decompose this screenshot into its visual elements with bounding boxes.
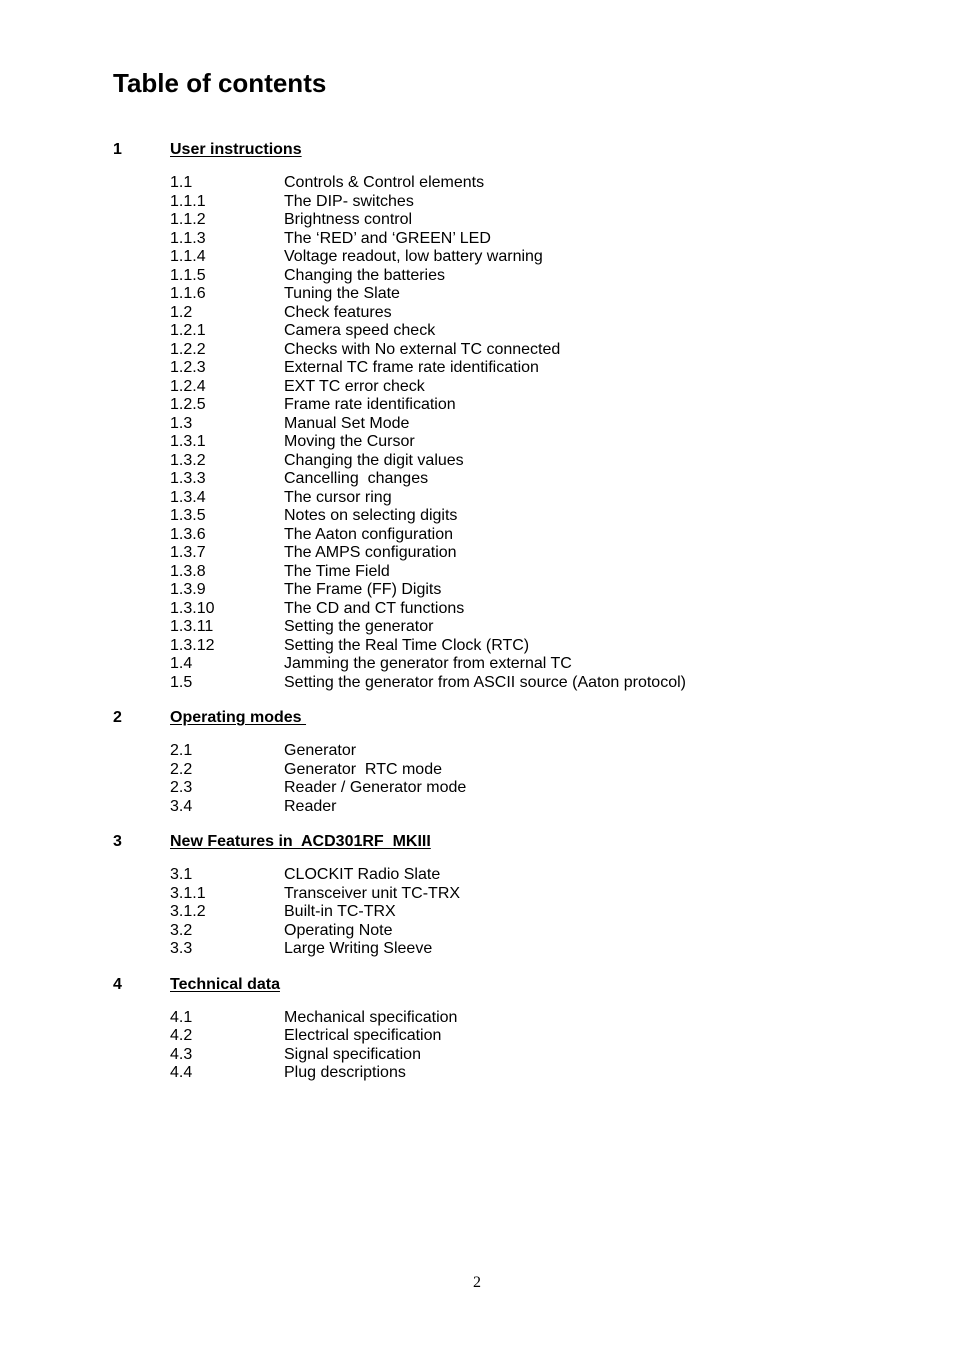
entry-title: Mechanical specification <box>284 1008 458 1026</box>
entry-number: 1.1.4 <box>170 248 206 265</box>
toc-entry <box>113 285 873 304</box>
toc-entry <box>113 341 873 360</box>
entry-number: 1.3.7 <box>170 544 206 561</box>
toc-entry <box>113 742 873 761</box>
toc-entry <box>113 885 873 904</box>
entry-title: Large Writing Sleeve <box>284 940 433 957</box>
toc-entry <box>113 779 873 798</box>
entry-title: Changing the digit values <box>284 451 464 469</box>
entry-number: 1.3.5 <box>170 507 206 524</box>
toc-entry <box>113 940 873 959</box>
toc-entry <box>113 322 873 341</box>
table-of-contents <box>113 140 873 1099</box>
section-title: Operating modes <box>170 709 307 726</box>
section-title: User instructions <box>170 141 302 158</box>
entry-title: Notes on selecting digits <box>284 507 458 524</box>
entry-title: Jamming the generator from external TC <box>284 655 572 672</box>
section-header <box>113 832 873 852</box>
entry-title: Setting the generator <box>284 618 434 635</box>
entry-title: Changing the batteries <box>284 266 445 284</box>
entry-number: 3.1.2 <box>170 903 206 920</box>
section-header <box>113 975 873 995</box>
toc-entry <box>113 452 873 471</box>
entry-number: 2.2 <box>170 760 193 778</box>
entry-number: 4.2 <box>170 1027 193 1044</box>
entry-title: The CD and CT functions <box>284 599 465 617</box>
toc-entry <box>113 415 873 434</box>
entry-number: 1.1 <box>170 174 193 191</box>
entry-title: Cancelling changes <box>284 470 429 487</box>
entry-title: The Aaton configuration <box>284 525 454 543</box>
toc-entry <box>113 922 873 941</box>
entry-number: 1.2.2 <box>170 340 206 358</box>
entry-number: 1.3.4 <box>170 488 206 506</box>
entry-number: 1.2.4 <box>170 377 206 395</box>
entry-number: 1.1.2 <box>170 211 206 228</box>
toc-entry <box>113 433 873 452</box>
entry-number: 1.3.11 <box>170 618 214 635</box>
entry-number: 3.4 <box>170 797 193 815</box>
section-number: 4 <box>113 975 122 993</box>
entry-title: Setting the generator from ASCII source (Aaton protocol) <box>284 673 686 691</box>
toc-entry <box>113 618 873 637</box>
toc-entry-list <box>113 174 873 692</box>
toc-entry <box>113 489 873 508</box>
entry-title: Built-in TC-TRX <box>284 903 396 920</box>
entry-title: External TC frame rate identification <box>284 359 539 376</box>
toc-entry <box>113 470 873 489</box>
entry-title: The Time Field <box>284 562 390 580</box>
toc-entry <box>113 563 873 582</box>
toc-section <box>113 975 873 1083</box>
section-title: Technical data <box>170 975 280 993</box>
entry-number: 1.3.12 <box>170 636 215 654</box>
toc-entry-list <box>113 866 873 959</box>
entry-title: Generator RTC mode <box>284 760 442 778</box>
entry-title: Check features <box>284 303 392 321</box>
section-number: 1 <box>113 141 122 158</box>
entry-title: The cursor ring <box>284 488 392 506</box>
entry-title: Moving the Cursor <box>284 433 415 450</box>
entry-number: 1.1.1 <box>170 192 206 210</box>
toc-entry-list <box>113 1009 873 1083</box>
entry-title: Controls & Control elements <box>284 174 485 191</box>
entry-number: 1.4 <box>170 655 193 672</box>
toc-entry-list <box>113 742 873 816</box>
entry-title: Reader / Generator mode <box>284 779 467 796</box>
entry-number: 3.1 <box>170 866 193 883</box>
entry-number: 1.1.5 <box>170 266 206 284</box>
toc-entry <box>113 761 873 780</box>
entry-title: Setting the Real Time Clock (RTC) <box>284 636 530 654</box>
toc-entry <box>113 798 873 817</box>
entry-title: Signal specification <box>284 1045 421 1063</box>
entry-title: The DIP- switches <box>284 192 414 210</box>
entry-number: 1.1.3 <box>170 229 206 247</box>
entry-number: 1.2.3 <box>170 359 206 376</box>
toc-entry <box>113 1009 873 1028</box>
entry-number: 4.3 <box>170 1045 193 1063</box>
entry-number: 1.2 <box>170 303 193 321</box>
entry-title: Electrical specification <box>284 1027 442 1044</box>
toc-entry <box>113 600 873 619</box>
entry-number: 1.3.1 <box>170 433 206 450</box>
entry-title: The ‘RED’ and ‘GREEN’ LED <box>284 229 491 247</box>
entry-number: 1.1.6 <box>170 285 206 302</box>
entry-number: 3.1.1 <box>170 884 206 902</box>
entry-title: Transceiver unit TC-TRX <box>284 884 461 902</box>
entry-number: 3.3 <box>170 940 193 957</box>
toc-entry <box>113 248 873 267</box>
toc-entry <box>113 526 873 545</box>
entry-number: 2.1 <box>170 742 193 759</box>
entry-number: 1.3.8 <box>170 562 206 580</box>
toc-entry <box>113 230 873 249</box>
toc-entry <box>113 267 873 286</box>
entry-number: 4.1 <box>170 1008 193 1026</box>
entry-title: Brightness control <box>284 211 413 228</box>
entry-title: Manual Set Mode <box>284 414 410 432</box>
toc-section <box>113 832 873 959</box>
entry-title: Checks with No external TC connected <box>284 340 561 358</box>
page-title: Table of contents <box>113 68 327 98</box>
entry-title: The Frame (FF) Digits <box>284 581 442 598</box>
toc-entry <box>113 866 873 885</box>
entry-number: 4.4 <box>170 1064 193 1081</box>
section-header <box>113 140 873 160</box>
entry-title: Generator <box>284 742 357 759</box>
toc-section <box>113 708 873 816</box>
entry-number: 1.3.2 <box>170 451 206 469</box>
toc-entry <box>113 544 873 563</box>
toc-entry <box>113 1064 873 1083</box>
entry-title: Operating Note <box>284 921 393 939</box>
entry-title: EXT TC error check <box>284 377 425 395</box>
toc-entry <box>113 1046 873 1065</box>
entry-number: 1.2.1 <box>170 322 206 339</box>
entry-title: CLOCKIT Radio Slate <box>284 866 441 883</box>
entry-number: 3.2 <box>170 921 193 939</box>
entry-title: Plug descriptions <box>284 1064 406 1081</box>
page-number: 2 <box>473 1274 481 1291</box>
entry-title: Frame rate identification <box>284 396 456 413</box>
toc-entry <box>113 1027 873 1046</box>
entry-number: 1.3.3 <box>170 470 206 487</box>
toc-entry <box>113 655 873 674</box>
entry-title: Tuning the Slate <box>284 285 400 302</box>
toc-entry <box>113 211 873 230</box>
entry-title: Voltage readout, low battery warning <box>284 248 543 265</box>
entry-title: Camera speed check <box>284 322 436 339</box>
section-number: 3 <box>113 833 122 850</box>
toc-entry <box>113 396 873 415</box>
toc-entry <box>113 193 873 212</box>
section-header <box>113 708 873 728</box>
section-number: 2 <box>113 709 122 726</box>
toc-entry <box>113 637 873 656</box>
toc-entry <box>113 378 873 397</box>
entry-number: 1.5 <box>170 673 193 691</box>
toc-entry <box>113 304 873 323</box>
entry-number: 2.3 <box>170 779 193 796</box>
entry-number: 1.3.6 <box>170 525 206 543</box>
toc-section <box>113 140 873 692</box>
toc-entry <box>113 903 873 922</box>
entry-number: 1.2.5 <box>170 396 206 413</box>
section-title: New Features in ACD301RF MKIII <box>170 833 431 850</box>
toc-entry <box>113 359 873 378</box>
toc-entry <box>113 507 873 526</box>
entry-number: 1.3 <box>170 414 193 432</box>
entry-number: 1.3.10 <box>170 599 215 617</box>
toc-entry <box>113 581 873 600</box>
entry-number: 1.3.9 <box>170 581 206 598</box>
entry-title: The AMPS configuration <box>284 544 457 561</box>
toc-entry <box>113 174 873 193</box>
toc-entry <box>113 674 873 693</box>
entry-title: Reader <box>284 797 337 815</box>
